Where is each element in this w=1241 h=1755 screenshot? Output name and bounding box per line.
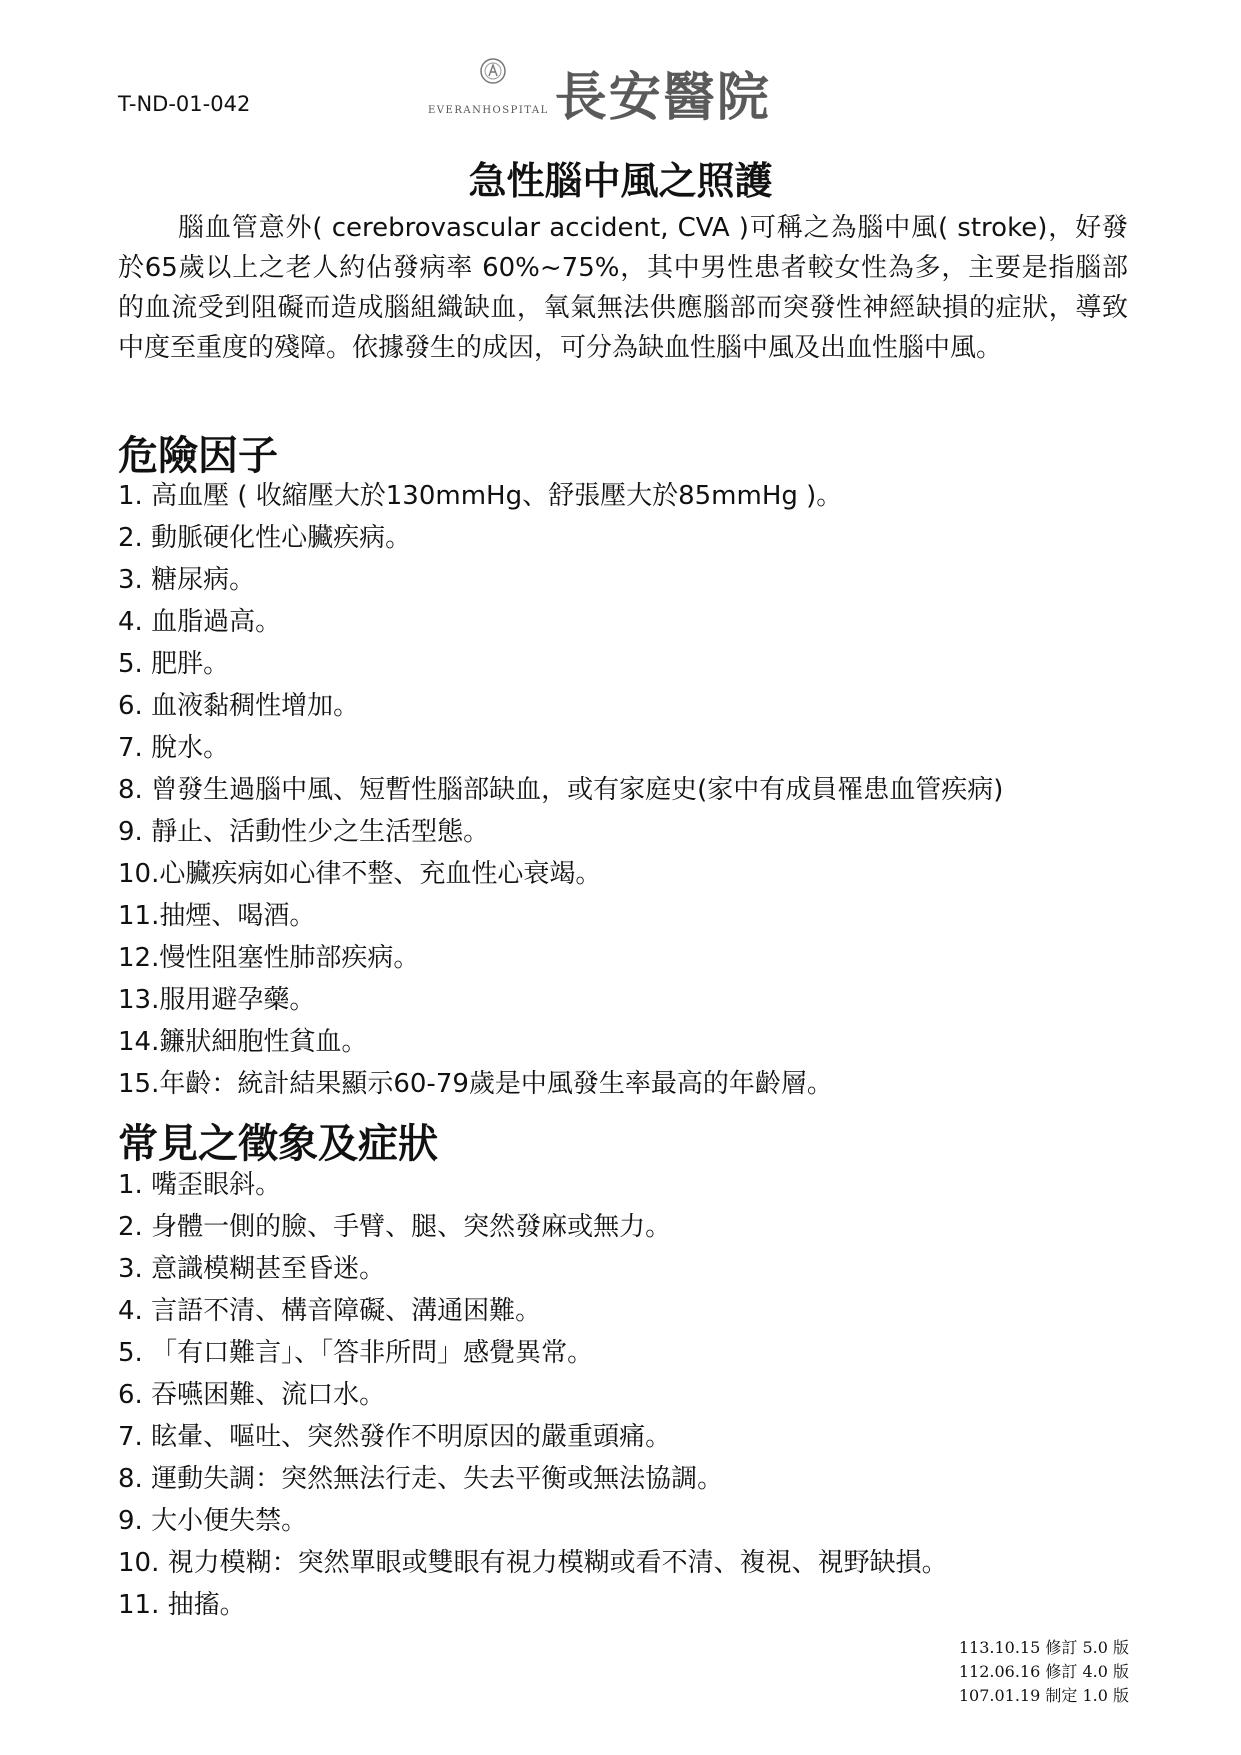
revision-history [959, 1636, 1129, 1708]
symptoms-list [118, 1164, 1138, 1626]
list-item: 9. 大小便失禁。 [118, 1506, 308, 1536]
list-item: 8. 運動失調：突然無法行走、失去平衡或無法協調。 [118, 1464, 724, 1494]
risk-factors-list [118, 475, 1138, 1105]
list-item: 8. 曾發生過腦中風、短暫性腦部缺血，或有家庭史(家中有成員罹患血管疾病) [118, 775, 1004, 805]
logo-name: 長安醫院 [554, 68, 771, 128]
list-item: 10. 視力模糊：突然單眼或雙眼有視力模糊或看不清、複視、視野缺損。 [118, 1548, 948, 1578]
list-item: 5. 「有口難言」、「答非所問」感覺異常。 [118, 1338, 594, 1368]
revision-line: 107.01.19 制定 1.0 版 [958, 1686, 1129, 1705]
list-item: 3. 糖尿病。 [118, 565, 256, 595]
hospital-logo [428, 56, 771, 128]
list-item: 15.年齡：統計結果顯示60-79歲是中風發生率最高的年齡層。 [118, 1069, 833, 1099]
risk-factors-heading: 危險因子 [118, 433, 278, 479]
list-item: 6. 吞嚥困難、流口水。 [118, 1380, 386, 1410]
list-item: 13.服用避孕藥。 [118, 985, 316, 1015]
list-item: 11.抽煙、喝酒。 [118, 901, 316, 931]
list-item: 1. 高血壓 ( 收縮壓大於130mmHg、舒張壓大於85mmHg )。 [118, 481, 843, 511]
list-item: 5. 肥胖。 [118, 649, 230, 679]
page-title: 急性腦中風之照護 [468, 159, 773, 203]
hospital-emblem-icon [478, 56, 508, 86]
intro-paragraph [118, 208, 1128, 368]
list-item: 7. 脫水。 [118, 733, 230, 763]
list-item: 11. 抽搐。 [118, 1590, 246, 1620]
list-item: 10.心臟疾病如心律不整、充血性心衰竭。 [118, 859, 602, 889]
list-item: 1. 嘴歪眼斜。 [118, 1170, 282, 1200]
list-item: 6. 血液黏稠性增加。 [118, 691, 360, 721]
list-item: 4. 言語不清、構音障礙、溝通困難。 [118, 1296, 542, 1326]
list-item: 4. 血脂過高。 [118, 607, 282, 637]
revision-line: 112.06.16 修訂 4.0 版 [958, 1662, 1129, 1681]
list-item: 14.鐮狀細胞性貧血。 [118, 1027, 368, 1057]
list-item: 9. 靜止、活動性少之生活型態。 [118, 817, 490, 847]
list-item: 2. 動脈硬化性心臟疾病。 [118, 523, 412, 553]
list-item: 2. 身體一側的臉、手臂、腿、突然發麻或無力。 [118, 1212, 672, 1242]
logo-subtitle: EVERANHOSPITAL [428, 105, 549, 116]
document-code: T-ND-01-042 [118, 92, 251, 116]
list-item: 3. 意識模糊甚至昏迷。 [118, 1254, 386, 1284]
list-item: 12.慢性阻塞性肺部疾病。 [118, 943, 420, 973]
revision-line: 113.10.15 修訂 5.0 版 [958, 1638, 1129, 1657]
symptoms-heading: 常見之徵象及症狀 [118, 1121, 438, 1167]
list-item: 7. 眩暈、嘔吐、突然發作不明原因的嚴重頭痛。 [118, 1422, 672, 1452]
intro-text: 腦血管意外( cerebrovascular accident, CVA )可稱之為腦中風( stroke)，好發於65歲以上之老人約佔發病率 60%~75%，其中男性患者較女性為多，主要是指腦部的血流受到阻礙而造成腦組織缺血，氧氣無法供應腦部而突發性神經缺損的症狀，導致中度至重度的殘障。依據發生的成因，可分為缺血性腦中風及出血性腦中風。 [118, 213, 1128, 363]
